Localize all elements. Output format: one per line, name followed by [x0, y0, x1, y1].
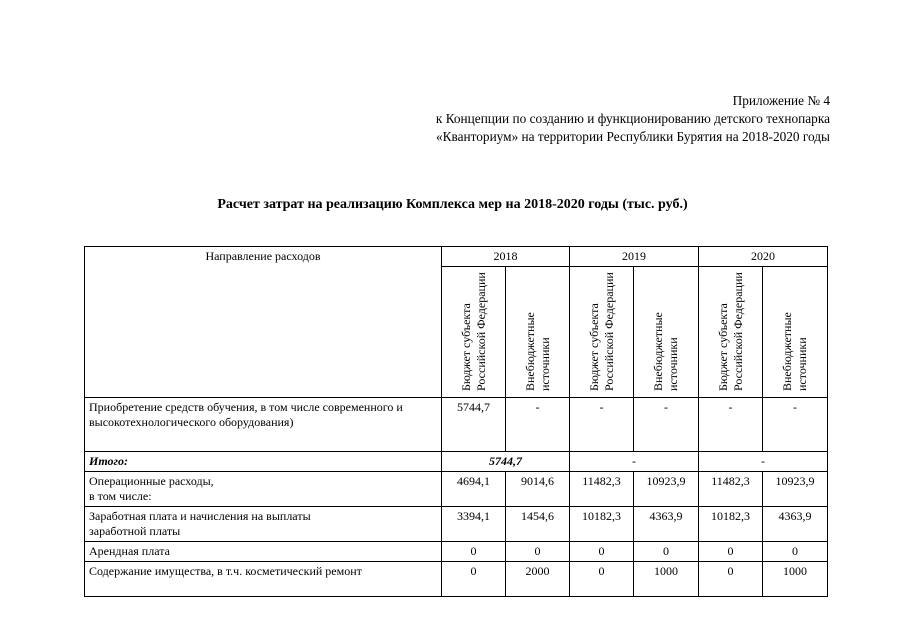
- cell-value: 11482,3: [699, 472, 763, 507]
- cell-value: 3394,1: [442, 507, 506, 542]
- row-label: Содержание имущества, в т.ч. косметический ремонт: [85, 562, 442, 597]
- header-year-2018: 2018: [442, 247, 570, 267]
- cell-value: 0: [570, 562, 634, 597]
- cell-value: 10182,3: [570, 507, 634, 542]
- appendix-number: Приложение № 4: [732, 93, 830, 108]
- table-row-maintenance: [85, 562, 828, 597]
- cell-value: 0: [506, 542, 570, 562]
- table-row-operational: [85, 472, 828, 507]
- cell-value: 9014,6: [506, 472, 570, 507]
- table-row-salary: [85, 507, 828, 542]
- total-2019: -: [570, 452, 699, 472]
- appendix-line-3: «Кванториум» на территории Республики Бурятия на 2018-2020 годы: [436, 129, 830, 144]
- cell-value: 10182,3: [699, 507, 763, 542]
- cell-value: -: [699, 398, 763, 452]
- cell-value: 1000: [634, 562, 699, 597]
- cell-value: 4694,1: [442, 472, 506, 507]
- cell-value: 0: [763, 542, 828, 562]
- appendix-line-2: к Концепции по созданию и функционированию детского технопарка: [435, 111, 830, 126]
- cell-value: 0: [442, 562, 506, 597]
- header-row-years: [85, 247, 828, 267]
- table-row-total: [85, 452, 828, 472]
- cell-value: 4363,9: [763, 507, 828, 542]
- header-subcol: Бюджет субъекта Российской Федерации: [699, 267, 763, 398]
- header-subcol: Внебюджетные источники: [506, 267, 570, 398]
- cell-value: 0: [570, 542, 634, 562]
- table-row-equipment: [85, 398, 828, 452]
- header-subcol: Бюджет субъекта Российской Федерации: [442, 267, 506, 398]
- header-subcol: Внебюджетные источники: [763, 267, 828, 398]
- cell-value: 0: [699, 542, 763, 562]
- cost-table: [84, 246, 828, 597]
- cell-value: -: [506, 398, 570, 452]
- row-label: Заработная плата и начисления на выплаты заработной платы: [85, 507, 442, 542]
- cell-value: 11482,3: [570, 472, 634, 507]
- cell-value: 1000: [763, 562, 828, 597]
- cell-value: 5744,7: [442, 398, 506, 452]
- total-2018: 5744,7: [442, 452, 570, 472]
- cell-value: 4363,9: [634, 507, 699, 542]
- cell-value: 0: [699, 562, 763, 597]
- header-year-2020: 2020: [699, 247, 828, 267]
- cell-value: -: [763, 398, 828, 452]
- cell-value: 10923,9: [634, 472, 699, 507]
- cell-value: 0: [634, 542, 699, 562]
- appendix-header: [436, 92, 830, 146]
- total-label: Итого:: [85, 452, 442, 472]
- cell-value: -: [634, 398, 699, 452]
- cell-value: -: [570, 398, 634, 452]
- row-label: Арендная плата: [85, 542, 442, 562]
- header-year-2019: 2019: [570, 247, 699, 267]
- document-title: Расчет затрат на реализацию Комплекса мер на 2018-2020 годы (тыс. руб.): [217, 197, 688, 212]
- header-direction: Направление расходов: [85, 247, 442, 398]
- header-subcol: Внебюджетные источники: [634, 267, 699, 398]
- header-subcol: Бюджет субъекта Российской Федерации: [570, 267, 634, 398]
- cell-value: 2000: [506, 562, 570, 597]
- row-label: Операционные расходы, в том числе:: [85, 472, 442, 507]
- table-row-rent: [85, 542, 828, 562]
- total-2020: -: [699, 452, 828, 472]
- row-label: Приобретение средств обучения, в том числе современного и высокотехнологического оборудования): [85, 398, 442, 452]
- cell-value: 10923,9: [763, 472, 828, 507]
- cell-value: 0: [442, 542, 506, 562]
- cell-value: 1454,6: [506, 507, 570, 542]
